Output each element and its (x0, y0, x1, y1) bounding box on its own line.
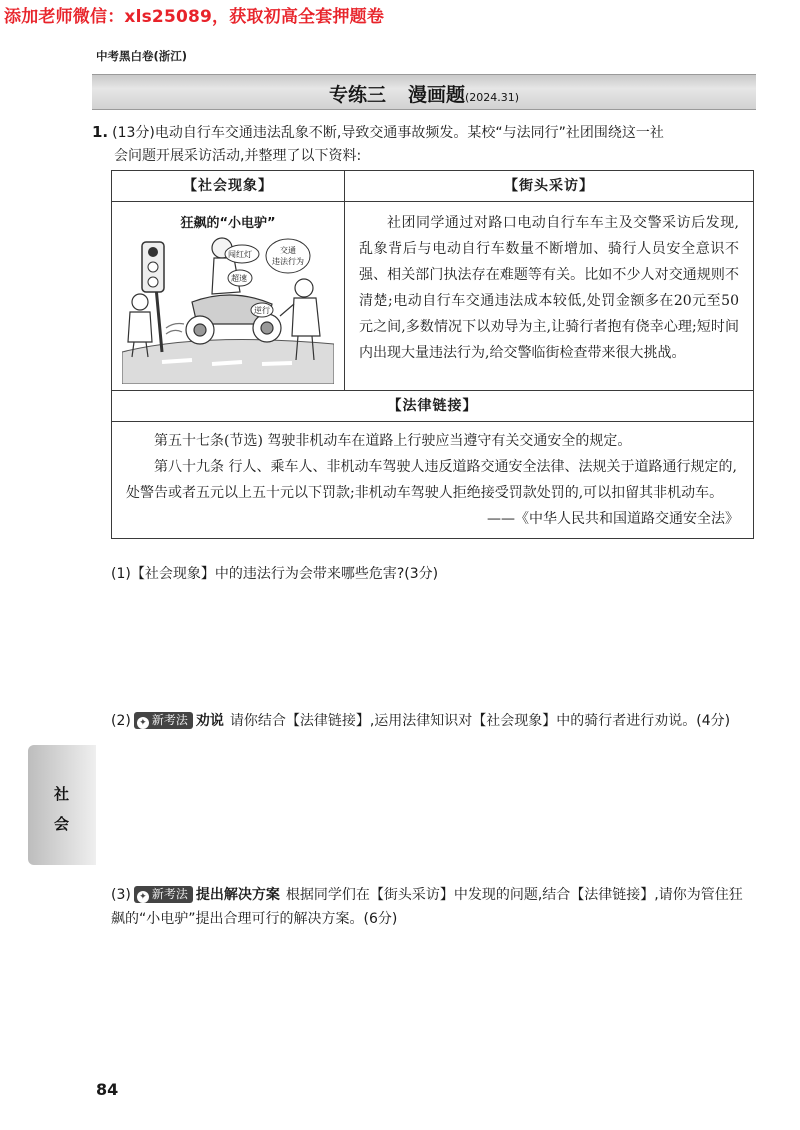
sub-question-2-keyword: 劝说 (195, 713, 224, 729)
sub-question-3-keyword: 提出解决方案 (195, 887, 280, 903)
material-table (111, 170, 754, 539)
section-date: (2024.31) (464, 91, 520, 104)
interview-text: 社团同学通过对路口电动自行车车主及交警采访后发现,乱象背后与电动自行车数量不断增加、骑行人员安全意识不强、相关部门执法存在难题等有关。比如不少人对交通规则不清楚;电动自行车交通违法成本较低,处罚金额多在20元至50元之间,多数情况下以劝导为主,让骑行者抱有侥幸心理;短时间内出现大量违法行为,给交警临街检查带来很大挑战。 (359, 215, 739, 361)
question-stem-line1: (13分)电动自行车交通违法乱象不断,导致交通事故频发。某校“与法同行”社团围绕这一社 (112, 125, 664, 141)
bubble-violation: 违法行为 (272, 257, 304, 266)
subject-side-tab (28, 745, 96, 865)
street-interview-header: 【街头采访】 (345, 171, 754, 202)
sub-question-2-prefix: (2) (111, 713, 131, 729)
bubble-speeding: 超速 (231, 274, 247, 283)
cartoon-title: 狂飙的“小电驴” (180, 216, 276, 231)
cartoon-cell (112, 202, 345, 391)
bubble-traffic: 交通 (280, 246, 296, 255)
sub-question-1-text: 【社会现象】中的违法行为会带来哪些危害?(3分) (130, 566, 439, 582)
law-article-57: 第五十七条(节选) 驾驶非机动车在道路上行驶应当遵守有关交通安全的规定。 (154, 433, 632, 449)
section-title-b: 漫画题 (407, 84, 465, 106)
bubble-red-light: 闯红灯 (228, 250, 252, 259)
law-article-89: 第八十九条 行人、乘车人、非机动车驾驶人违反道路交通安全法律、法规关于道路通行规定的,处警告或者五元以上五十元以下罚款;非机动车驾驶人拒绝接受罚款处罚的,可以扣留其非机动车。 (126, 459, 737, 501)
cartoon-illustration (122, 232, 334, 384)
sub-question-2-text: 请你结合【法律链接】,运用法律知识对【社会现象】中的骑行者进行劝说。(4分) (229, 713, 731, 729)
interview-cell (345, 202, 754, 391)
sub-question-2 (111, 709, 751, 733)
sub-question-1-prefix: (1) (111, 566, 131, 582)
side-tab-char-2: 会 (54, 815, 70, 833)
social-phenomenon-header: 【社会现象】 (112, 171, 345, 202)
question-stem (92, 121, 752, 168)
law-source: ——《中华人民共和国道路交通安全法》 (487, 511, 739, 527)
book-title: 中考黑白卷(浙江) (96, 49, 188, 63)
watermark-text: 添加老师微信：xls25089，获取初高全套押题卷 (4, 7, 385, 27)
sub-question-3 (111, 883, 751, 931)
sub-question-3-text: 根据同学们在【街头采访】中发现的问题,结合【法律链接】,请你为管住狂飙的“小电驴”提出合理可行的解决方案。(6分) (111, 887, 743, 927)
law-cell (112, 422, 754, 539)
section-title-a: 专练三 (328, 84, 386, 106)
question-stem-line2: 会问题开展采访活动,并整理了以下资料: (114, 148, 362, 164)
e-bike-rider-figure (166, 238, 281, 344)
section-banner (92, 74, 756, 110)
law-link-header: 【法律链接】 (112, 391, 754, 422)
new-method-tag-label: 新考法 (151, 887, 188, 901)
side-tab-char-1: 社 (54, 785, 70, 803)
sub-question-3-prefix: (3) (111, 887, 131, 903)
lightbulb-icon: ✦ (137, 891, 149, 903)
sub-question-1 (111, 562, 751, 586)
page-number: 84 (96, 1080, 119, 1099)
section-title (92, 80, 756, 107)
lightbulb-icon: ✦ (137, 717, 149, 729)
new-method-tag (134, 712, 193, 729)
question-number: 1. (92, 123, 109, 141)
new-method-tag (134, 886, 193, 903)
bubble-wrong-way: 逆行 (254, 306, 270, 315)
new-method-tag-label: 新考法 (151, 713, 188, 727)
